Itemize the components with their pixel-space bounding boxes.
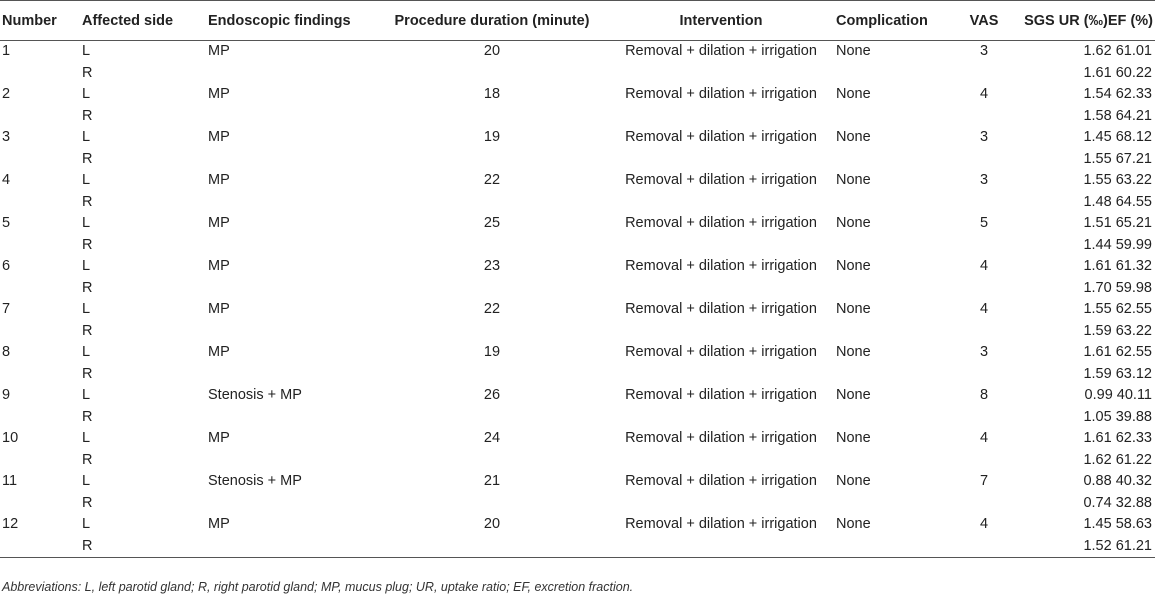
cell-sgs-ur-ef: 0.99 40.11 (1084, 387, 1152, 403)
cell-sgs-ur-ef: 1.52 61.21 (1083, 537, 1152, 554)
cell-number (0, 364, 76, 386)
cell-complication: None (836, 387, 871, 403)
cell-complication: None (836, 301, 871, 317)
cell-number (0, 407, 76, 429)
cell-intervention (606, 364, 836, 386)
cell-complication (836, 493, 954, 515)
cell-affected-side: R (82, 236, 93, 253)
cell-affected-side: R (82, 537, 93, 554)
cell-intervention: Removal + dilation + irrigation (625, 215, 817, 231)
cell-number: 9 (2, 387, 11, 403)
cell-endoscopic-findings: MP (208, 516, 230, 532)
table-row (0, 84, 1155, 106)
cell-complication: None (836, 258, 871, 274)
cell-number: 5 (2, 215, 11, 231)
cell-intervention (606, 63, 836, 85)
cell-endoscopic-findings (208, 364, 378, 386)
cell-vas (954, 493, 1014, 515)
cell-procedure-duration (378, 321, 606, 343)
cell-procedure-duration: 24 (483, 430, 501, 446)
cell-complication (836, 149, 954, 171)
cell-vas (954, 235, 1014, 257)
cell-intervention: Removal + dilation + irrigation (625, 86, 817, 102)
cell-endoscopic-findings (208, 407, 378, 429)
cell-endoscopic-findings: MP (208, 215, 230, 231)
header-intervention: Intervention (679, 12, 763, 29)
table-row (0, 514, 1155, 536)
cell-procedure-duration (378, 149, 606, 171)
cell-intervention: Removal + dilation + irrigation (625, 344, 817, 360)
cell-sgs-ur-ef: 1.61 62.33 (1083, 430, 1152, 446)
cell-intervention: Removal + dilation + irrigation (625, 387, 817, 403)
cell-affected-side: L (82, 172, 91, 188)
cell-sgs-ur-ef: 1.61 60.22 (1083, 64, 1152, 81)
cell-vas: 7 (979, 473, 989, 489)
cell-affected-side: R (82, 365, 93, 382)
cell-complication (836, 63, 954, 85)
cell-sgs-ur-ef: 1.61 62.55 (1083, 344, 1152, 360)
cell-number: 11 (2, 473, 18, 489)
cell-procedure-duration: 19 (483, 344, 501, 360)
cell-affected-side: L (82, 215, 91, 231)
table-row (0, 106, 1155, 128)
cell-complication: None (836, 473, 871, 489)
cell-intervention: Removal + dilation + irrigation (625, 258, 817, 274)
cell-intervention (606, 149, 836, 171)
table-row (0, 364, 1155, 386)
cell-complication: None (836, 172, 871, 188)
table-header (0, 1, 1155, 41)
cell-endoscopic-findings: MP (208, 43, 230, 59)
cell-procedure-duration: 21 (483, 473, 501, 489)
cell-endoscopic-findings (208, 321, 378, 343)
cell-affected-side: R (82, 107, 93, 124)
cell-procedure-duration (378, 493, 606, 515)
cell-intervention (606, 321, 836, 343)
cell-complication: None (836, 215, 871, 231)
cell-intervention: Removal + dilation + irrigation (625, 301, 817, 317)
cell-sgs-ur-ef: 1.62 61.01 (1083, 43, 1152, 59)
table-row (0, 41, 1155, 63)
cell-complication: None (836, 43, 871, 59)
cell-endoscopic-findings: MP (208, 129, 230, 145)
cell-intervention (606, 407, 836, 429)
cell-endoscopic-findings: MP (208, 430, 230, 446)
cell-affected-side: L (82, 344, 91, 360)
cell-sgs-ur-ef: 1.45 68.12 (1083, 129, 1152, 145)
cell-affected-side: R (82, 322, 93, 339)
table-row (0, 342, 1155, 364)
cell-sgs-ur-ef: 1.59 63.22 (1083, 322, 1152, 339)
cell-endoscopic-findings: Stenosis + MP (208, 473, 302, 489)
cell-vas: 4 (979, 86, 989, 102)
cell-number: 4 (2, 172, 11, 188)
cell-complication (836, 536, 954, 558)
cell-affected-side: L (82, 258, 91, 274)
cell-sgs-ur-ef: 1.55 67.21 (1083, 150, 1152, 167)
cell-intervention: Removal + dilation + irrigation (625, 473, 817, 489)
cell-complication (836, 321, 954, 343)
cell-vas: 3 (979, 129, 989, 145)
cell-sgs-ur-ef: 1.62 61.22 (1083, 451, 1152, 468)
table-row (0, 471, 1155, 493)
cell-number (0, 278, 76, 300)
cell-number (0, 63, 76, 85)
cell-affected-side: L (82, 387, 91, 403)
cell-sgs-ur-ef: 1.59 63.12 (1083, 365, 1152, 382)
table-row (0, 278, 1155, 300)
cell-intervention (606, 278, 836, 300)
cell-sgs-ur-ef: 1.44 59.99 (1083, 236, 1152, 253)
cell-number: 1 (2, 43, 11, 59)
table-row (0, 493, 1155, 515)
cell-intervention (606, 235, 836, 257)
cell-intervention (606, 493, 836, 515)
cell-procedure-duration: 22 (483, 301, 501, 317)
cell-endoscopic-findings (208, 278, 378, 300)
cell-sgs-ur-ef: 1.58 64.21 (1083, 107, 1152, 124)
cell-vas: 8 (979, 387, 989, 403)
cell-sgs-ur-ef: 1.61 61.32 (1083, 258, 1152, 274)
cell-procedure-duration: 26 (483, 387, 501, 403)
cell-procedure-duration: 23 (483, 258, 501, 274)
cell-number: 2 (2, 86, 11, 102)
cell-sgs-ur-ef: 0.88 40.32 (1083, 473, 1152, 489)
cell-sgs-ur-ef: 0.74 32.88 (1083, 494, 1152, 511)
cell-affected-side: R (82, 451, 93, 468)
table-row (0, 213, 1155, 235)
cell-procedure-duration: 22 (483, 172, 501, 188)
cell-procedure-duration: 18 (483, 86, 501, 102)
cell-number: 8 (2, 344, 11, 360)
cell-vas (954, 106, 1014, 128)
cell-endoscopic-findings: MP (208, 258, 230, 274)
table-row (0, 149, 1155, 171)
cell-sgs-ur-ef: 1.05 39.88 (1083, 408, 1152, 425)
header-complication: Complication (836, 12, 928, 29)
cell-complication (836, 450, 954, 472)
cell-endoscopic-findings: MP (208, 344, 230, 360)
table-row (0, 407, 1155, 429)
abbreviations-footnote: Abbreviations: L, left parotid gland; R, right parotid gland; MP, mucus plug; UR, uptake ratio; EF, excretion fraction. (2, 580, 634, 594)
cell-affected-side: R (82, 193, 93, 210)
cell-number: 6 (2, 258, 11, 274)
cell-procedure-duration (378, 106, 606, 128)
table-row (0, 450, 1155, 472)
cell-procedure-duration (378, 536, 606, 558)
cell-number (0, 493, 76, 515)
cell-sgs-ur-ef: 1.48 64.55 (1083, 193, 1152, 210)
cell-complication: None (836, 129, 871, 145)
header-vas: VAS (969, 12, 999, 29)
cell-complication (836, 407, 954, 429)
cell-affected-side: L (82, 516, 91, 532)
table-row (0, 299, 1155, 321)
cell-vas (954, 278, 1014, 300)
cell-endoscopic-findings (208, 149, 378, 171)
cell-endoscopic-findings: MP (208, 301, 230, 317)
cell-complication: None (836, 516, 871, 532)
cell-endoscopic-findings (208, 493, 378, 515)
cell-vas (954, 63, 1014, 85)
header-row (0, 1, 1155, 41)
cell-vas: 3 (979, 344, 989, 360)
cell-procedure-duration: 25 (483, 215, 501, 231)
cell-procedure-duration (378, 278, 606, 300)
cell-procedure-duration: 19 (483, 129, 501, 145)
cell-procedure-duration (378, 63, 606, 85)
cell-endoscopic-findings (208, 106, 378, 128)
table-row (0, 428, 1155, 450)
table-row (0, 192, 1155, 214)
cell-vas (954, 407, 1014, 429)
cell-intervention (606, 536, 836, 558)
cell-complication: None (836, 86, 871, 102)
cell-number (0, 321, 76, 343)
cell-vas: 4 (979, 301, 989, 317)
header-number: Number (2, 12, 57, 29)
cell-endoscopic-findings (208, 450, 378, 472)
cell-intervention: Removal + dilation + irrigation (625, 430, 817, 446)
cell-procedure-duration (378, 450, 606, 472)
cell-complication (836, 192, 954, 214)
table-row (0, 321, 1155, 343)
cell-procedure-duration: 20 (483, 43, 501, 59)
header-endoscopic-findings: Endoscopic findings (208, 12, 351, 29)
cell-vas (954, 450, 1014, 472)
cell-affected-side: R (82, 408, 93, 425)
cell-number: 10 (2, 430, 19, 446)
cell-vas (954, 192, 1014, 214)
cell-vas: 3 (979, 172, 989, 188)
cell-vas: 4 (979, 258, 989, 274)
cell-number (0, 149, 76, 171)
cell-intervention: Removal + dilation + irrigation (625, 516, 817, 532)
cell-endoscopic-findings: MP (208, 86, 230, 102)
cell-complication: None (836, 344, 871, 360)
cell-vas: 3 (979, 43, 989, 59)
cell-vas: 4 (979, 430, 989, 446)
cell-procedure-duration (378, 192, 606, 214)
cell-sgs-ur-ef: 1.51 65.21 (1083, 215, 1152, 231)
cell-vas: 4 (979, 516, 989, 532)
cell-number: 12 (2, 516, 19, 532)
cell-endoscopic-findings (208, 63, 378, 85)
cell-sgs-ur-ef: 1.45 58.63 (1083, 516, 1152, 532)
cell-affected-side: L (82, 301, 91, 317)
header-sgs-ur-ef: SGS UR (‰)EF (%) (1024, 12, 1153, 29)
cell-endoscopic-findings: MP (208, 172, 230, 188)
cell-intervention: Removal + dilation + irrigation (625, 43, 817, 59)
cell-number (0, 192, 76, 214)
table-row (0, 235, 1155, 257)
cell-affected-side: L (82, 43, 91, 59)
cell-affected-side: R (82, 150, 93, 167)
cell-intervention: Removal + dilation + irrigation (625, 129, 817, 145)
cell-vas (954, 364, 1014, 386)
cell-endoscopic-findings (208, 192, 378, 214)
table-row (0, 536, 1155, 558)
cell-number: 3 (2, 129, 11, 145)
cell-sgs-ur-ef: 1.55 63.22 (1083, 172, 1152, 188)
header-affected-side: Affected side (82, 12, 174, 29)
cell-procedure-duration (378, 235, 606, 257)
cell-complication (836, 235, 954, 257)
cell-sgs-ur-ef: 1.70 59.98 (1083, 279, 1152, 296)
cell-procedure-duration (378, 364, 606, 386)
cell-intervention (606, 106, 836, 128)
cell-number (0, 235, 76, 257)
cell-vas (954, 536, 1014, 558)
cell-complication (836, 364, 954, 386)
cell-intervention (606, 450, 836, 472)
cell-affected-side: L (82, 86, 91, 102)
cell-affected-side: R (82, 64, 93, 81)
cell-number (0, 450, 76, 472)
cell-affected-side: L (82, 430, 91, 446)
table-row (0, 170, 1155, 192)
cell-endoscopic-findings: Stenosis + MP (208, 387, 302, 403)
cell-affected-side: R (82, 494, 93, 511)
cell-endoscopic-findings (208, 536, 378, 558)
cell-procedure-duration (378, 407, 606, 429)
cell-vas (954, 149, 1014, 171)
cell-sgs-ur-ef: 1.55 62.55 (1083, 301, 1152, 317)
table-row (0, 127, 1155, 149)
cell-complication: None (836, 430, 871, 446)
table-row (0, 385, 1155, 407)
cell-complication (836, 106, 954, 128)
header-procedure-duration: Procedure duration (minute) (394, 12, 590, 29)
cell-endoscopic-findings (208, 235, 378, 257)
cell-number (0, 536, 76, 558)
cell-number: 7 (2, 301, 11, 317)
cell-sgs-ur-ef: 1.54 62.33 (1083, 86, 1152, 102)
cell-vas: 5 (979, 215, 989, 231)
cell-affected-side: R (82, 279, 93, 296)
cell-number (0, 106, 76, 128)
table-row (0, 256, 1155, 278)
cell-vas (954, 321, 1014, 343)
table-body (0, 41, 1155, 558)
table-row (0, 63, 1155, 85)
cell-complication (836, 278, 954, 300)
cell-intervention (606, 192, 836, 214)
cell-affected-side: L (82, 129, 91, 145)
cell-affected-side: L (82, 473, 91, 489)
cell-intervention: Removal + dilation + irrigation (625, 172, 817, 188)
cell-procedure-duration: 20 (483, 516, 501, 532)
